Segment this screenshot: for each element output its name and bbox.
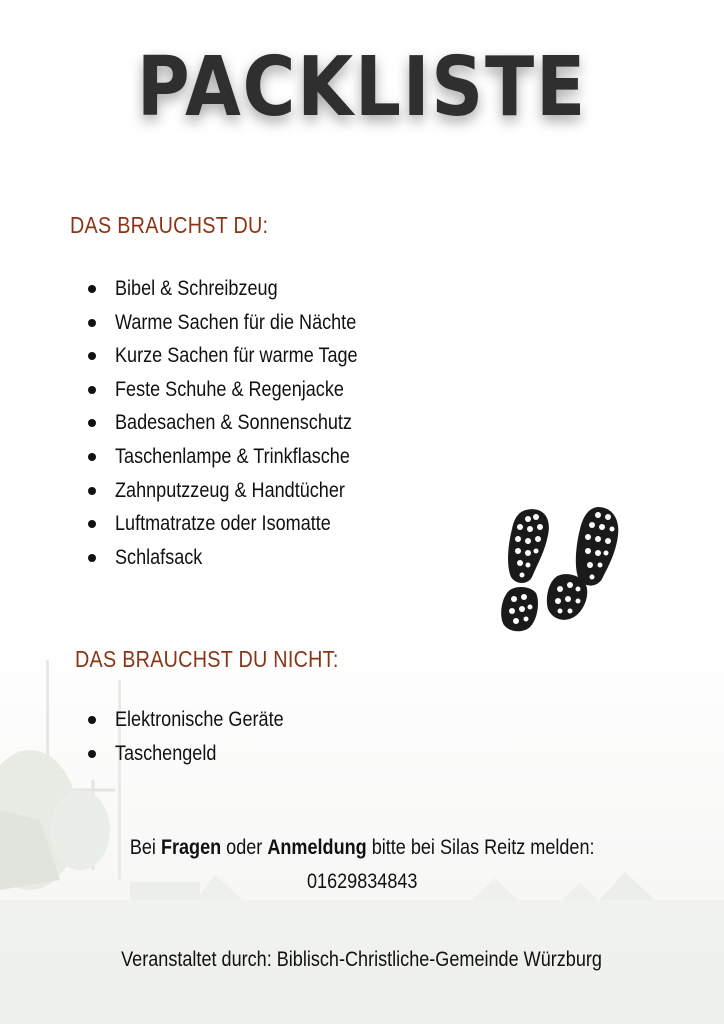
bullet-dot-icon: [88, 386, 96, 394]
list-item: Zahnputzzeug & Handtücher: [88, 474, 397, 508]
list-item: Bibel & Schreibzeug: [88, 272, 397, 306]
list-item: Feste Schuhe & Regenjacke: [88, 373, 397, 407]
list-item: Warme Sachen für die Nächte: [88, 306, 397, 340]
list-item: Badesachen & Sonnenschutz: [88, 406, 397, 440]
contact-bold-registration: Anmeldung: [267, 836, 367, 859]
bullet-dot-icon: [88, 520, 96, 528]
not-need-list: [88, 703, 311, 770]
contact-prefix: Bei: [129, 836, 161, 859]
heading-need: DAS BRAUCHST DU:: [70, 212, 269, 238]
bullet-dot-icon: [88, 716, 96, 724]
bullet-dot-icon: [88, 285, 96, 293]
organizer-line: Veranstaltet durch: Biblisch-Christliche-Gemeinde Würzburg: [121, 948, 603, 971]
page-title: PACKLISTE: [136, 40, 588, 135]
contact-bold-questions: Fragen: [160, 836, 221, 859]
list-item: Luftmatratze oder Isomatte: [88, 507, 397, 541]
bullet-dot-icon: [88, 319, 96, 327]
list-item: Taschengeld: [88, 737, 311, 771]
bullet-dot-icon: [88, 419, 96, 427]
heading-not-need: DAS BRAUCHST DU NICHT:: [75, 646, 339, 672]
list-item: Elektronische Geräte: [88, 703, 311, 737]
bullet-dot-icon: [88, 453, 96, 461]
contact-suffix: bitte bei Silas Reitz melden:: [366, 836, 595, 859]
contact-middle: oder: [220, 836, 268, 859]
list-item: Kurze Sachen für warme Tage: [88, 339, 397, 373]
bullet-dot-icon: [88, 487, 96, 495]
need-list: [88, 272, 397, 574]
bullet-dot-icon: [88, 750, 96, 758]
list-item: Schlafsack: [88, 541, 397, 575]
contact-line: [0, 836, 724, 860]
contact-phone: 01629834843: [306, 870, 418, 893]
bullet-dot-icon: [88, 554, 96, 562]
bullet-dot-icon: [88, 352, 96, 360]
footprints-icon: [498, 505, 624, 635]
list-item: Taschenlampe & Trinkflasche: [88, 440, 397, 474]
